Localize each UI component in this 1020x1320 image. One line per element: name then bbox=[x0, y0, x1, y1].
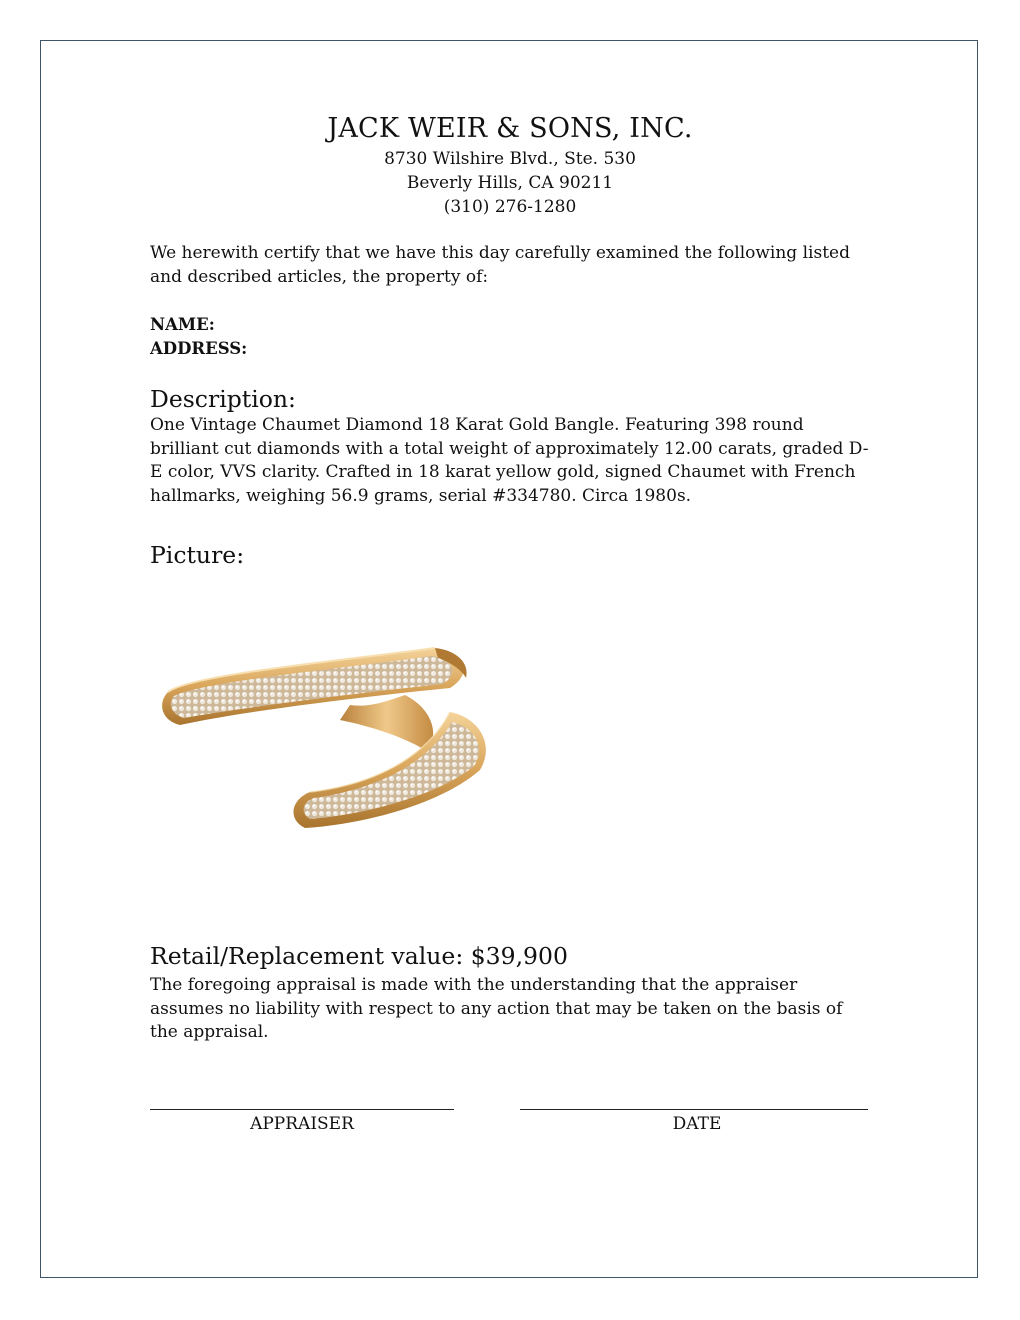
certification-statement: We herewith certify that we have this day carefully examined the following listed and described articles, the property of: bbox=[150, 243, 850, 287]
date-label: DATE bbox=[672, 1114, 722, 1134]
company-name: JACK WEIR & SONS, INC. bbox=[327, 113, 693, 144]
company-address-line2: Beverly Hills, CA 90211 bbox=[406, 173, 614, 193]
bangle-photo bbox=[150, 600, 500, 860]
gold-diamond-bangle-icon bbox=[150, 600, 500, 860]
liability-disclaimer: The foregoing appraisal is made with the understanding that the appraiser assumes no liability with respect to any action that may be taken on the basis of the appraisal. bbox=[150, 975, 843, 1042]
description-text: One Vintage Chaumet Diamond 18 Karat Gold Bangle. Featuring 398 round brilliant cut diamonds with a total weight of approximately 12.00 carats, graded D-E color, VVS clarity. Crafted in 18 karat yellow gold, signed Chaumet with French hallmarks, weighing 56.9 grams, serial #334780. Circa 1980s. bbox=[150, 415, 869, 506]
picture-heading: Picture: bbox=[150, 541, 245, 569]
owner-name-label: NAME: bbox=[150, 315, 215, 334]
company-phone: (310) 276-1280 bbox=[443, 197, 577, 217]
date-signature-line bbox=[520, 1109, 868, 1110]
owner-address-label: ADDRESS: bbox=[150, 339, 248, 358]
company-address-line1: 8730 Wilshire Blvd., Ste. 530 bbox=[384, 149, 636, 169]
appraiser-label: APPRAISER bbox=[250, 1114, 354, 1134]
description-heading: Description: bbox=[150, 385, 296, 413]
appraiser-signature-line bbox=[150, 1109, 454, 1110]
replacement-value: Retail/Replacement value: $39,900 bbox=[150, 942, 568, 970]
